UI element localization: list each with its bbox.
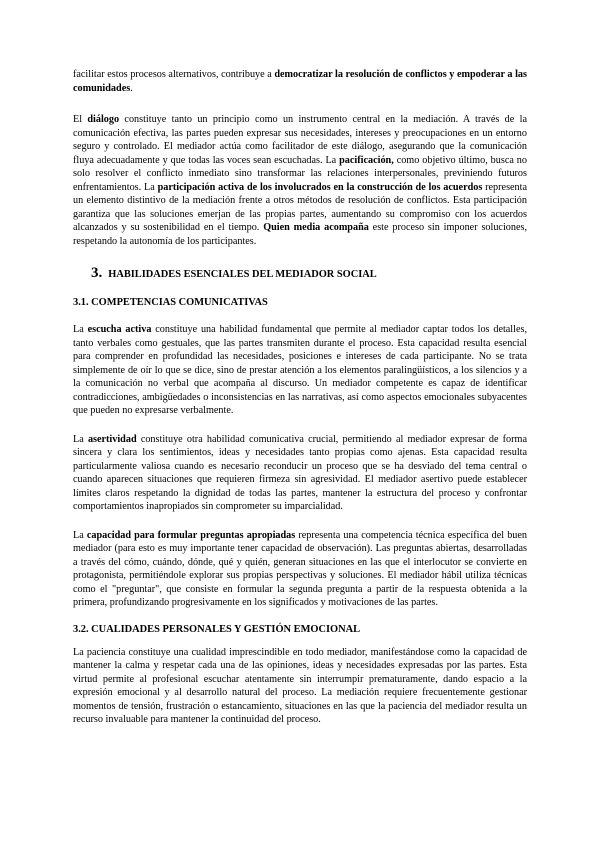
asertividad-text-1: La bbox=[73, 433, 88, 445]
preguntas-bold: capacidad para formular preguntas apropiadas bbox=[86, 529, 296, 541]
section-number: 3. bbox=[91, 265, 103, 281]
asertividad-paragraph bbox=[73, 433, 527, 514]
intro-paragraph bbox=[73, 68, 527, 95]
escucha-bold: escucha activa bbox=[87, 324, 152, 335]
preguntas-text-1: La bbox=[73, 529, 87, 541]
section-title: HABILIDADES ESENCIALES DEL MEDIADOR SOCIAL bbox=[108, 269, 377, 280]
dialogo-bold-4: Quien media acompaña bbox=[263, 222, 369, 233]
asertividad-text-2: constituye otra habilidad comunicativa crucial, permitiendo al mediador expresar de forma sincera y clara los sentimientos, ideas y necesidades tanto propias como ajenas. Esta capacidad resulta particularmente valiosa cuando es necesario reconducir un proceso que se ha desviado del tema central o cuando aparecen situaciones que requieren firmeza sin agresividad. El mediador asertivo puede establecer límites claros respetando la dignidad de todas las partes, mantener la estructura del proceso y confrontar comportamientos inapropiados sin comprometer su imparcialidad. bbox=[73, 433, 527, 512]
dialogo-text-1: El bbox=[73, 114, 88, 125]
escucha-paragraph bbox=[73, 323, 527, 418]
intro-text-end: . bbox=[130, 82, 133, 94]
dialogo-text-4: representa un elemento distintivo de la mediación frente a otros métodos de resolución de conflictos. Esta participación garantiza que las soluciones emerjan de las propias partes, aumentando su compromiso con los acuerdos alcanzados y su sostenibilidad en el tiempo. bbox=[73, 181, 528, 233]
intro-bold-text: democratizar la resolución de conflictos y empoderar a las comunidades bbox=[73, 69, 527, 94]
dialogo-text-5: este proceso sin imponer soluciones, respetando la autonomía de los participantes. bbox=[73, 222, 527, 247]
escucha-text-2: constituye una habilidad fundamental que permite al mediador captar todos los detalles, tanto verbales como gestuales, que las partes transmiten durante el proceso. Esta capacidad resulta esencial para comprender en profundidad las necesidades, posiciones e intereses de cada participante. No se trata simplemente de oír lo que se dice, sino de prestar atención a los elementos paralingüísticos, a los silencios y a la comunicación no verbal que acompaña al discurso. Un mediador competente es capaz de identificar contradicciones, ambigüedades o inconsistencias en las narrativas, así como aspectos emocionales subyacentes que pueden no expresarse verbalmente. bbox=[73, 324, 528, 416]
dialogo-text-2: constituye tanto un principio como un instrumento central en la mediación. A través de la comunicación efectiva, las partes pueden expresar sus necesidades, intereses y preocupaciones en un entorno seguro y controlado. El mediador actúa como facilitador de este diálogo, asegurando que la comunicación fluya adecuadamente y que todas las voces sean escuchadas. La bbox=[73, 114, 527, 166]
dialogo-bold-2: pacificación, bbox=[339, 154, 394, 166]
preguntas-paragraph bbox=[73, 529, 527, 610]
dialogo-bold-1: diálogo bbox=[87, 114, 120, 125]
subsection-heading-3-1: 3.1. COMPETENCIAS COMUNICATIVAS bbox=[73, 297, 268, 308]
asertividad-bold: asertividad bbox=[87, 433, 137, 445]
dialogo-text-3: como objetivo último, busca no solo resolver el conflicto inmediato sino transformar las relaciones interpersonales, previniendo futuros enfrentamientos. La bbox=[73, 154, 527, 193]
page-content bbox=[73, 68, 527, 727]
preguntas-text-2: representa una competencia técnica específica del buen mediador (para esto es muy importante tener capacidad de observación). Las preguntas abiertas, desarrolladas a través del cómo, cuándo, dónde, qué y quién, generan situaciones en las que el interlocutor se convierte en protagonista, permitiéndole explorar sus propias perspectivas y soluciones. El mediador hábil utiliza técnicas como el "preguntar", que consiste en formular la segunda pregunta a partir de la respuesta obtenida a la primera, profundizando progresivamente en los significados y motivaciones de las partes. bbox=[73, 529, 527, 608]
dialogo-bold-3: participación activa de los involucrados en la construcción de los acuerdos bbox=[157, 181, 483, 193]
dialogo-paragraph bbox=[73, 113, 527, 248]
intro-text: facilitar estos procesos alternativos, contribuye a bbox=[73, 69, 275, 80]
paciencia-text: La paciencia constituye una cualidad imprescindible en todo mediador, manifestándose como la capacidad de mantener la calma y respetar cada una de las opiniones, ideas y necesidades expresadas por las partes. Esta virtud permite al profesional escuchar atentamente sin interrumpir prematuramente, dando espacio a la expresión emocional y al desarrollo natural del proceso. La mediación requiere frecuentemente gestionar momentos de tensión, frustración o estancamiento, situaciones en las que la paciencia del mediador resulta un recurso invaluable para mantener la continuidad del proceso. bbox=[73, 646, 527, 725]
paciencia-paragraph bbox=[73, 646, 527, 727]
escucha-text-1: La bbox=[73, 324, 88, 335]
section-heading bbox=[73, 265, 527, 282]
subsection-heading-3-2: 3.2. CUALIDADES PERSONALES Y GESTIÓN EMOCIONAL bbox=[73, 623, 361, 635]
